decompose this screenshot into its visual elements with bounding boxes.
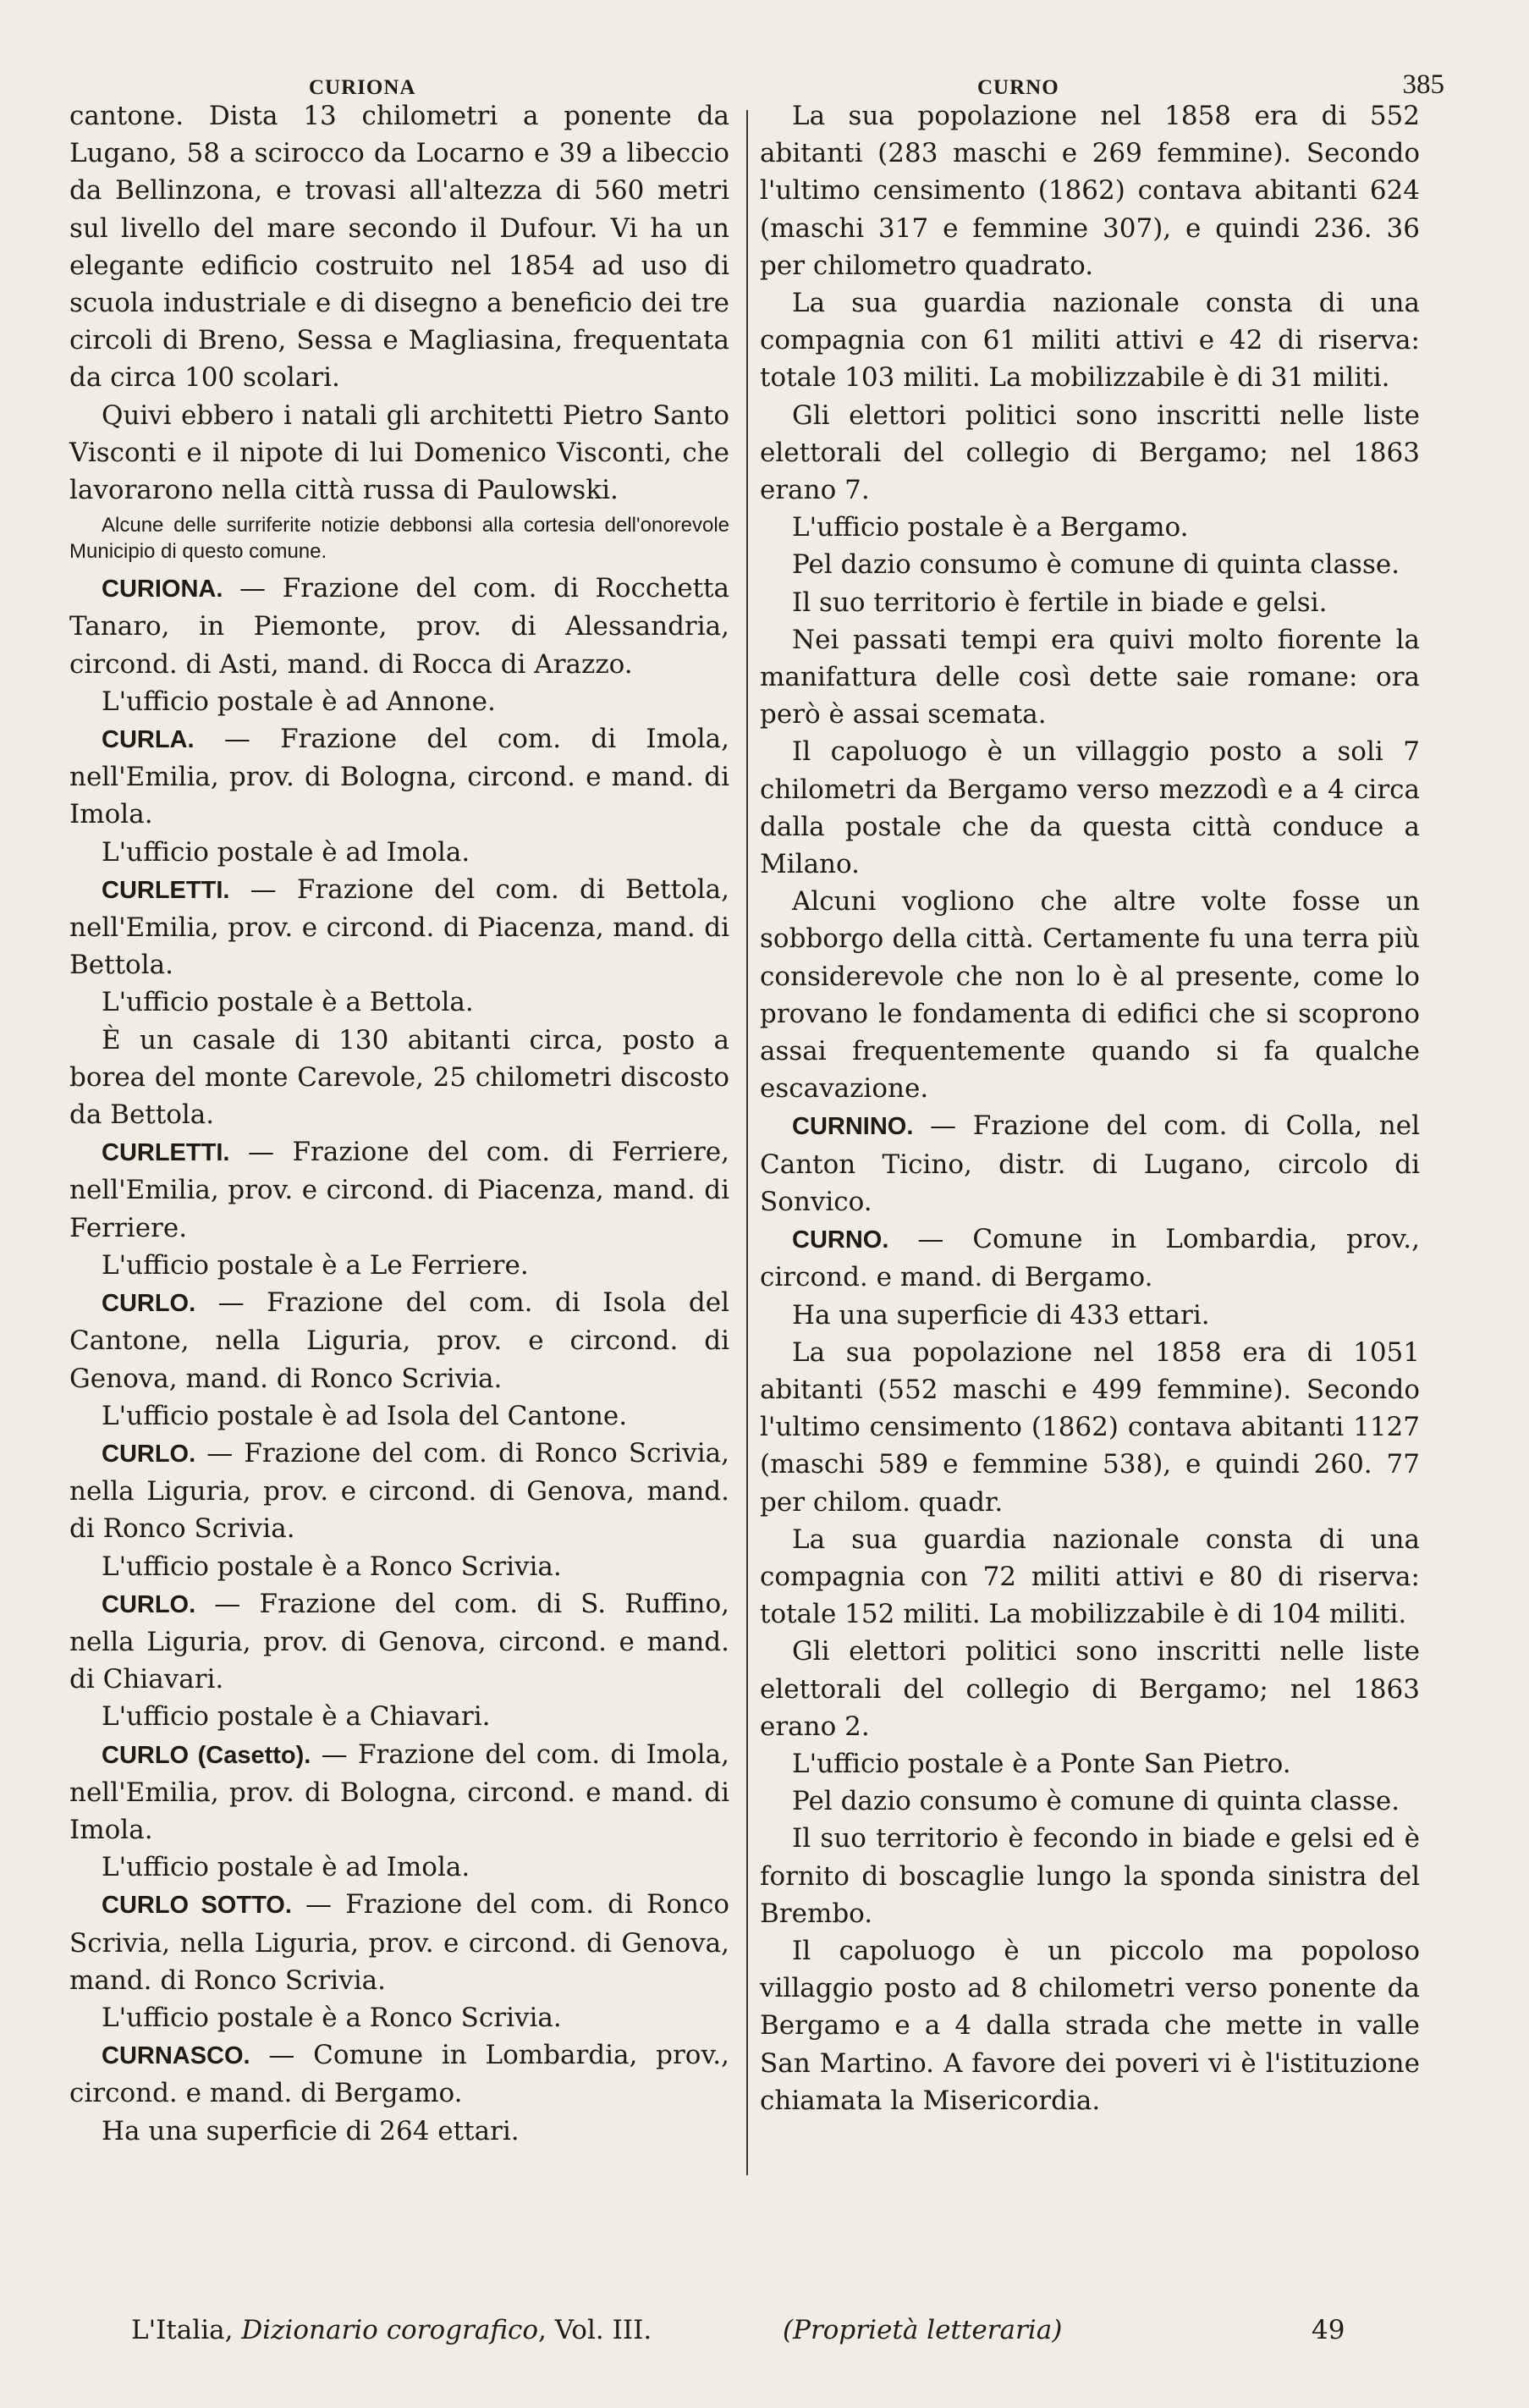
- entry-headword: CURLO SOTTO.: [102, 1892, 292, 1920]
- paragraph: Il suo territorio è fecondo in biade e gelsi ed è fornito di boscaglie lungo la sponda sinistra del Brembo.: [760, 1823, 1420, 1929]
- entry-headword: CURLO.: [102, 1290, 196, 1318]
- left-column: [69, 97, 729, 2150]
- paragraph: Il suo territorio è fertile in biade e gelsi.: [792, 587, 1328, 618]
- paragraph: La sua popolazione nel 1858 era di 1051 abitanti (552 maschi e 499 femmine). Secondo l'ultimo censimento (1862) contava abitanti 1127 (maschi 589 e femmine 538), e quindi 260. 77 per chilom. quadr.: [760, 1336, 1420, 1518]
- entry-definition: — Comune in Lombardia, prov., circond. e mand. di Bergamo.: [69, 2040, 729, 2109]
- header-right-keyword: CURNO: [977, 76, 1059, 99]
- paragraph: Nei passati tempi era quivi molto fiorente la manifattura delle così dette saie romane: ora però è assai scemata.: [760, 624, 1420, 730]
- dictionary-entry: [69, 871, 729, 984]
- entry-headword: CURNINO.: [792, 1113, 914, 1141]
- page-number: 385: [1402, 69, 1444, 100]
- entry-headword: CURNO.: [792, 1226, 889, 1254]
- dictionary-entry: [760, 1107, 1420, 1221]
- footnote: Alcune delle surriferite notizie debbonsi alla cortesia dell'onorevole Municipio di questo comune.: [69, 514, 729, 564]
- continued-paragraph: cantone. Dista 13 chilometri a ponente da Lugano, 58 a scirocco da Locarno e 39 a libeccio da Bellinzona, e trovasi all'altezza di 560 metri sul livello del mare secondo il Dufour. Vi ha un elegante edificio costruito nel 1854 ad uso di scuola industriale e di disegno a beneficio dei tre circoli di Breno, Sessa e Magliasina, frequentata da circa 100 scolari.: [69, 101, 729, 394]
- paragraph: La sua guardia nazionale consta di una compagnia con 72 militi attivi e 80 di riserva: totale 152 militi. La mobilizzabile è di 104 militi.: [760, 1524, 1420, 1630]
- dictionary-entry: [69, 1585, 729, 1699]
- paragraph: La sua guardia nazionale consta di una compagnia con 61 militi attivi e 42 di riserva: totale 103 militi. La mobilizzabile è di 31 militi.: [760, 288, 1420, 394]
- paragraph: L'ufficio postale è a Chiavari.: [102, 1701, 491, 1733]
- footer-title: Dizionario corografico: [241, 2315, 539, 2345]
- dictionary-entry: [69, 720, 729, 834]
- paragraph: Quivi ebbero i natali gli architetti Pietro Santo Visconti e il nipote di lui Domenico Visconti, che lavorarono nella città russa di Paulowski.: [69, 399, 729, 506]
- footer-publication: [131, 2315, 652, 2345]
- entry-headword: CURLO (Casetto).: [102, 1741, 311, 1769]
- paragraph: L'ufficio postale è a Bettola.: [102, 987, 474, 1018]
- footer-publisher: L'Italia,: [131, 2315, 242, 2345]
- dictionary-entry: [69, 1435, 729, 1548]
- paragraph: L'ufficio postale è a Le Ferriere.: [102, 1249, 529, 1281]
- entry-definition: — Frazione del com. di Isola del Cantone, nella Liguria, prov. e circond. di Genova, mand. di Ronco Scrivia.: [69, 1287, 729, 1394]
- entry-definition: — Frazione del com. di S. Ruffino, nella Liguria, prov. di Genova, circond. e mand. di Chiavari.: [69, 1588, 729, 1695]
- entry-headword: CURIONA.: [102, 576, 223, 603]
- column-divider: [746, 110, 748, 2175]
- entry-definition: — Frazione del com. di Bettola, nell'Emilia, prov. e circond. di Piacenza, mand. di Bettola.: [69, 873, 729, 981]
- paragraph: L'ufficio postale è a Bergamo.: [792, 512, 1189, 543]
- footer-copyright: (Proprietà letteraria): [783, 2315, 1063, 2345]
- dictionary-entry: [760, 1221, 1420, 1296]
- entry-headword: CURLO.: [102, 1590, 196, 1618]
- paragraph: Ha una superficie di 264 ettari.: [102, 2115, 520, 2146]
- paragraph: Gli elettori politici sono inscritti nelle liste elettorali del collegio di Bergamo; nel 1863 erano 2.: [760, 1636, 1420, 1742]
- entry-headword: CURLO.: [102, 1440, 196, 1468]
- entry-headword: CURLA.: [102, 726, 195, 754]
- dictionary-entry: [69, 570, 729, 683]
- entry-definition: — Frazione del com. di Ferriere, nell'Emilia, prov. e circond. di Piacenza, mand. di Ferriere.: [69, 1137, 729, 1243]
- paragraph: Gli elettori politici sono inscritti nelle liste elettorali del collegio di Bergamo; nel 1863 erano 7.: [760, 399, 1420, 506]
- paragraph: L'ufficio postale è a Ponte San Pietro.: [792, 1748, 1291, 1779]
- paragraph: Il capoluogo è un villaggio posto a soli 7 chilometri da Bergamo verso mezzodì e a 4 circa dalla postale che da questa città conduce a Milano.: [760, 736, 1420, 880]
- paragraph: L'ufficio postale è a Ronco Scrivia.: [102, 2002, 562, 2033]
- dictionary-entry: [69, 2036, 729, 2112]
- paragraph: Il capoluogo è un piccolo ma popoloso villaggio posto ad 8 chilometri verso ponente da Bergamo e a 4 dalla strada che mette in valle San Martino. A favore dei poveri vi è l'istituzione chiamata la Misericordia.: [760, 1935, 1420, 2116]
- dictionary-entry: [69, 1284, 729, 1397]
- paragraph: L'ufficio postale è ad Imola.: [102, 836, 470, 868]
- paragraph: Pel dazio consumo è comune di quinta classe.: [792, 549, 1400, 581]
- paragraph: Pel dazio consumo è comune di quinta classe.: [792, 1786, 1400, 1817]
- dictionary-entry: [69, 1133, 729, 1247]
- paragraph: Ha una superficie di 433 ettari.: [792, 1299, 1210, 1331]
- paragraph: L'ufficio postale è a Ronco Scrivia.: [102, 1551, 562, 1582]
- entry-headword: CURNASCO.: [102, 2042, 250, 2070]
- entry-definition: — Frazione del com. di Imola, nell'Emilia, prov. di Bologna, circond. e mand. di Imola.: [69, 724, 729, 830]
- page-footer: [68, 2315, 1464, 2357]
- paragraph: La sua popolazione nel 1858 era di 552 abitanti (283 maschi e 269 femmine). Secondo l'ultimo censimento (1862) contava abitanti 624 (maschi 317 e femmine 307), e quindi 236. 36 per chilometro quadrato.: [760, 101, 1420, 281]
- paragraph: Alcuni vogliono che altre volte fosse un sobborgo della città. Certamente fu una terra più considerevole che non lo è al presente, come lo provano le fondamenta di edifici che si scoprono assai frequentemente quando si fa qualche escavazione.: [760, 886, 1420, 1105]
- paragraph: L'ufficio postale è ad Imola.: [102, 1852, 470, 1883]
- entry-definition: — Frazione del com. di Colla, nel Canton Ticino, distr. di Lugano, circolo di Sonvico.: [760, 1110, 1420, 1217]
- header-left-keyword: CURIONA: [309, 76, 416, 99]
- entry-definition: — Frazione del com. di Ronco Scrivia, nella Liguria, prov. e circond. di Genova, mand. di Ronco Scrivia.: [69, 1437, 729, 1545]
- paragraph: L'ufficio postale è ad Annone.: [102, 686, 496, 717]
- paragraph: L'ufficio postale è ad Isola del Cantone.: [102, 1400, 628, 1431]
- entry-headword: CURLETTI.: [102, 1139, 230, 1167]
- entry-definition: — Frazione del com. di Ronco Scrivia, nella Liguria, prov. e circond. di Genova, mand. di Ronco Scrivia.: [69, 1889, 730, 1996]
- right-column: [760, 97, 1420, 2119]
- entry-headword: CURLETTI.: [102, 876, 230, 904]
- footer-volume: , Vol. III.: [538, 2315, 652, 2345]
- paragraph: È un casale di 130 abitanti circa, posto a borea del monte Carevole, 25 chilometri discosto da Bettola.: [69, 1024, 729, 1131]
- entry-definition: — Frazione del com. di Imola, nell'Emilia, prov. di Bologna, circond. e mand. di Imola.: [69, 1738, 729, 1845]
- dictionary-entry: [69, 1886, 729, 1999]
- entry-definition: — Frazione del com. di Rocchetta Tanaro, in Piemonte, prov. di Alessandria, circond. di Asti, mand. di Rocca di Arazzo.: [69, 573, 729, 680]
- footer-signature: 49: [1312, 2315, 1345, 2345]
- dictionary-entry: [69, 1736, 729, 1849]
- entry-definition: — Comune in Lombardia, prov., circond. e mand. di Bergamo.: [760, 1224, 1420, 1293]
